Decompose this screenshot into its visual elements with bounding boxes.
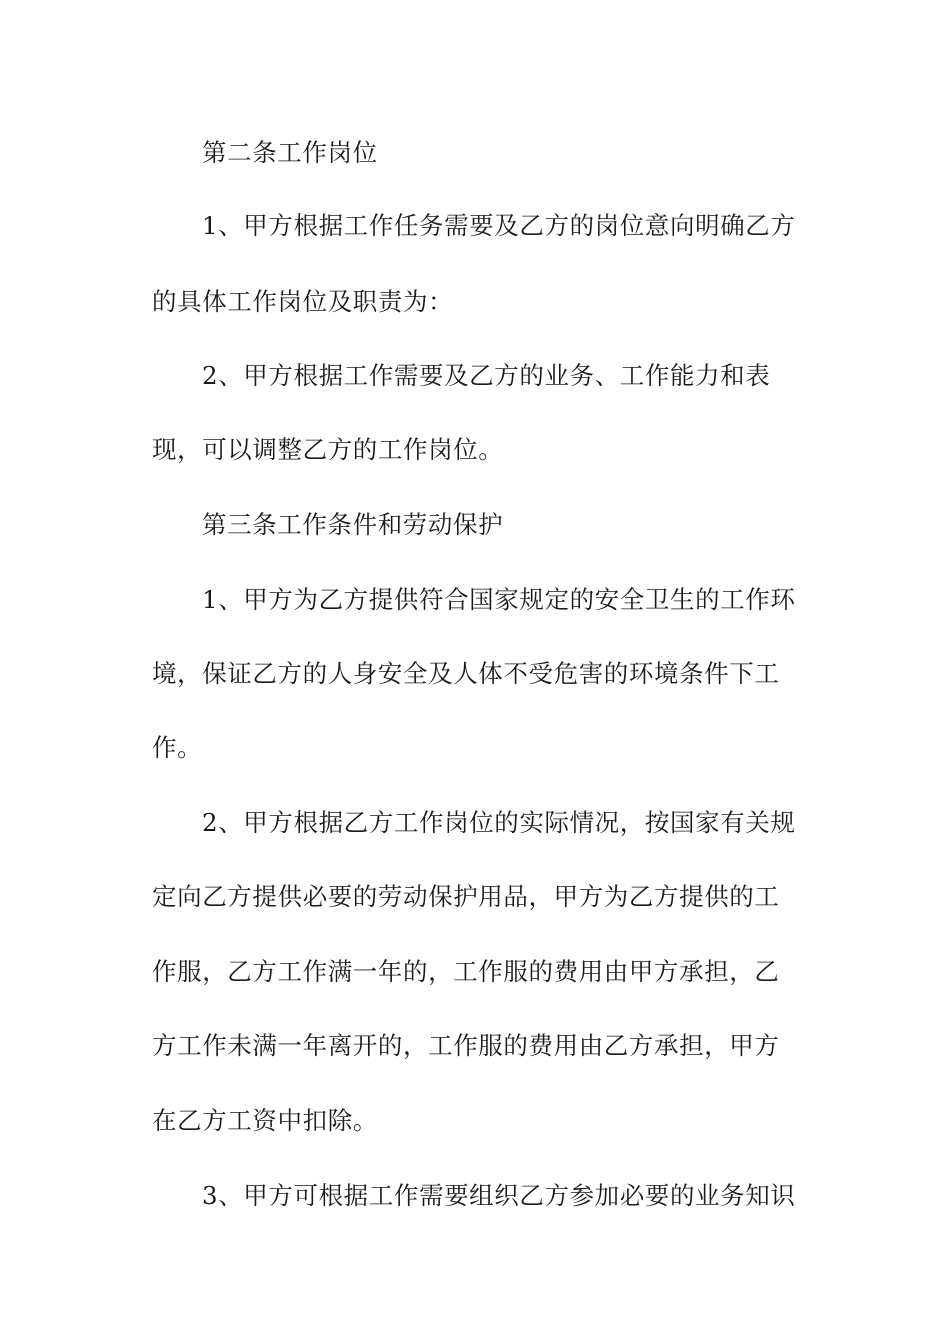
- paragraph-line: 定向乙方提供必要的劳动保护用品，甲方为乙方提供的工: [152, 882, 780, 911]
- paragraph-line: 3、甲方可根据工作需要组织乙方参加必要的业务知识: [202, 1181, 796, 1210]
- paragraph-line: 的具体工作岗位及职责为：: [152, 287, 454, 316]
- paragraph-line: 现，可以调整乙方的工作岗位。: [152, 435, 504, 464]
- article-2-heading: 第二条工作岗位: [202, 138, 378, 167]
- article-3-heading: 第三条工作条件和劳动保护: [202, 510, 504, 539]
- paragraph-line: 2、甲方根据乙方工作岗位的实际情况，按国家有关规: [202, 808, 796, 837]
- paragraph-line: 在乙方工资中扣除。: [152, 1106, 378, 1135]
- paragraph-line: 2、甲方根据工作需要及乙方的业务、工作能力和表: [202, 361, 771, 390]
- paragraph-line: 境，保证乙方的人身安全及人体不受危害的环境条件下工: [152, 659, 780, 688]
- paragraph-line: 1、甲方根据工作任务需要及乙方的岗位意向明确乙方: [202, 211, 796, 240]
- paragraph-line: 作。: [152, 733, 203, 762]
- paragraph-line: 方工作未满一年离开的，工作服的费用由乙方承担，甲方: [152, 1031, 780, 1060]
- paragraph-line: 1、甲方为乙方提供符合国家规定的安全卫生的工作环: [202, 585, 796, 614]
- paragraph-line: 作服，乙方工作满一年的，工作服的费用由甲方承担，乙: [152, 957, 780, 986]
